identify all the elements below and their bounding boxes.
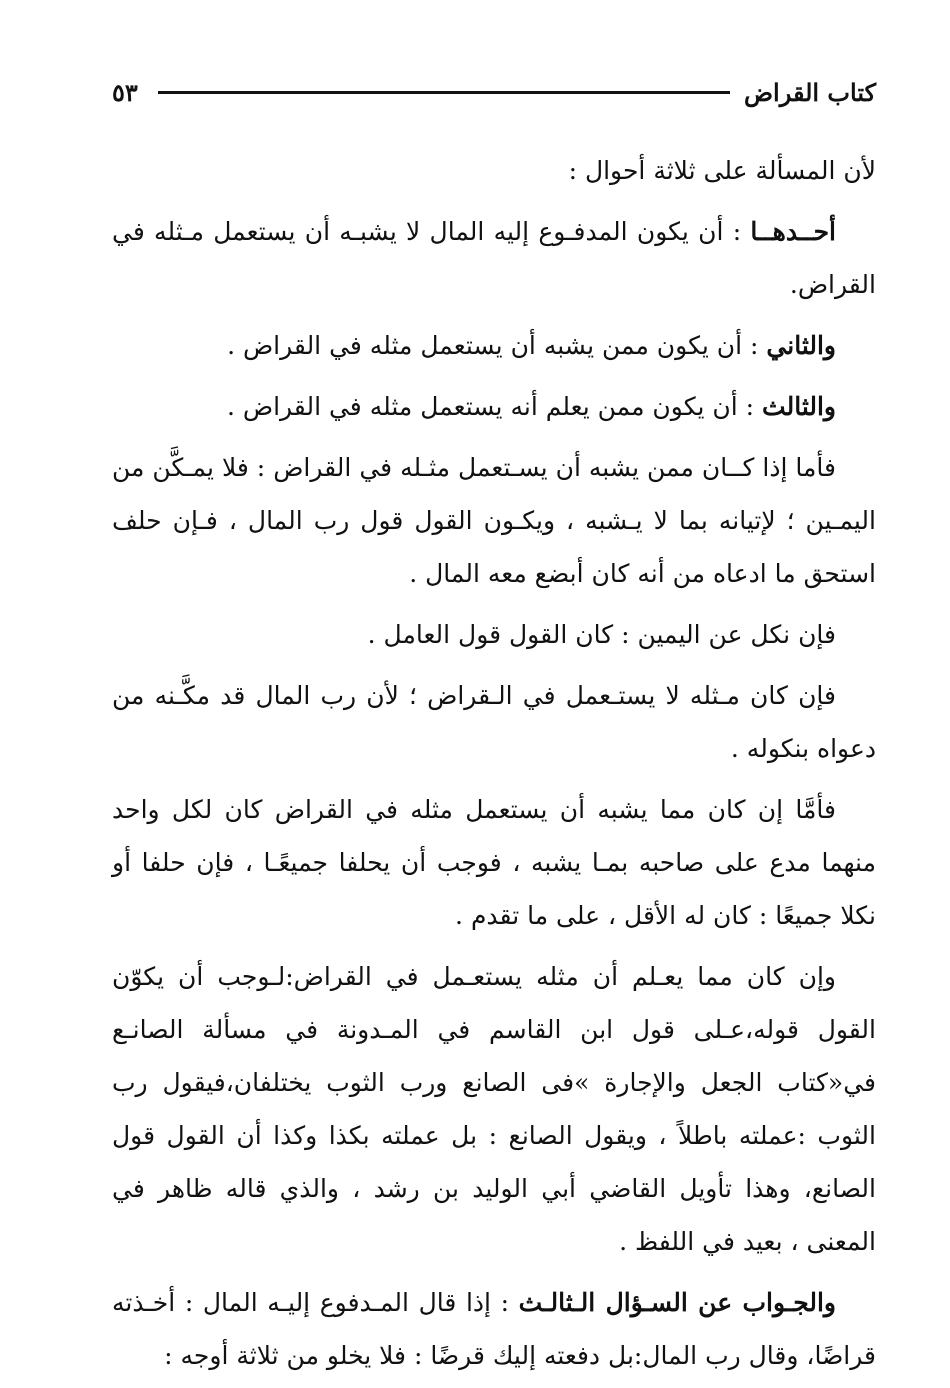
chapter-title: كتاب القراض	[744, 77, 876, 107]
paragraph-text: : إذا قال المـدفوع إليـه المال : أخـذته قراضًا، وقال رب المال:بل دفعته إليك قرضًا : فلا يخلو من ثلاثة أوجه :	[112, 1288, 876, 1370]
paragraph	[112, 608, 876, 661]
paragraph	[112, 950, 876, 1268]
paragraph	[112, 205, 876, 311]
paragraph-lead: والثالث	[762, 392, 836, 421]
paragraph-text: لأن المسألة على ثلاثة أحوال :	[568, 156, 876, 185]
page-number: ٥٣	[112, 77, 138, 107]
book-page	[112, 70, 876, 1370]
paragraph	[112, 319, 876, 372]
paragraph-lead: أحــدهــا	[750, 217, 836, 246]
header-rule	[158, 91, 730, 94]
paragraph-lead: والثاني	[766, 331, 836, 360]
paragraph-text: : أن يكون ممن يشبه أن يستعمل مثله في القراض .	[227, 331, 767, 360]
paragraph	[112, 144, 876, 197]
paragraph-text: فأمَّا إن كان مما يشبه أن يستعمل مثله في القراض كان لكل واحد منهما مدع على صاحبه بمـا يشبه ، فوجب أن يحلفا جميعًـا ، فإن حلفا أو نكلا جميعًا : كان له الأقل ، على ما تقدم .	[112, 795, 876, 930]
paragraph	[112, 1276, 876, 1382]
paragraph-text: فأما إذا كــان ممن يشبه أن يسـتعمل مثـله في القراض : فلا يمـكَّن من اليمـين ؛ لإتيانه بما لا يـشبه ، ويكـون القول قول رب المال ، فـإن حلف استحق ما ادعاه من أنه كان أبضع معه المال .	[112, 453, 876, 588]
paragraph-text: : أن يكون ممن يعلم أنه يستعمل مثله في القراض .	[226, 392, 763, 421]
paragraph-lead: والجـواب عن السـؤال الـثالـث	[518, 1288, 837, 1317]
paragraph-text: وإن كان مما يعـلم أن مثله يستعـمل في القراض:لـوجب أن يكوّن القول قوله،عـلى قول ابن القاسم في المـدونة في مسألة الصانـع في«كتاب الجعل والإجارة »فى الصانع ورب الثوب يختلفان،فيقول رب الثوب :عملته باطلاً ، ويقول الصانع : بل عملته بكذا وكذا أن القول قول الصانع، وهذا تأويل القاضي أبي الوليد بن رشد ، والذي قاله ظاهر في المعنى ، بعيد في اللفظ .	[112, 962, 876, 1256]
paragraph	[112, 441, 876, 600]
paragraph	[112, 669, 876, 775]
paragraph-text: فإن نكل عن اليمين : كان القول قول العامل .	[367, 620, 836, 649]
paragraph-text: : أن يكون المدفـوع إليه المال لا يشبـه أن يستعمل مـثله في القراض.	[112, 217, 876, 299]
paragraph	[112, 380, 876, 433]
paragraph-text: فإن كان مـثله لا يستـعمل في الـقراض ؛ لأن رب المال قد مكَّـنه من دعواه بنكوله .	[112, 681, 876, 763]
running-header	[112, 70, 876, 114]
body-text	[112, 144, 876, 1382]
paragraph	[112, 783, 876, 942]
